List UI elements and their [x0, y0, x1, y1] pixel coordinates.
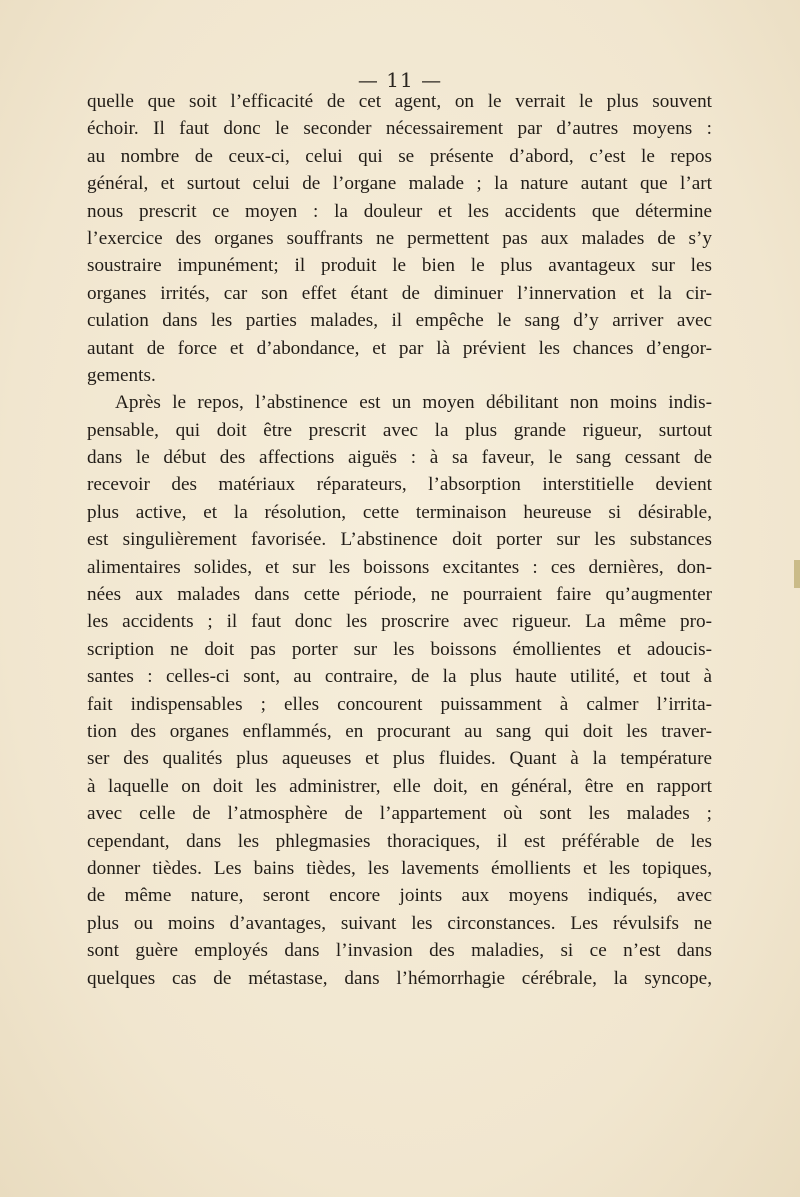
text-line: organes irrités, car son effet étant de diminuer l’innervation et la cir-: [87, 282, 712, 304]
text-line: plus ou moins d’avantages, suivant les circonstances. Les révulsifs ne: [87, 912, 712, 934]
text-line: échoir. Il faut donc le seconder nécessairement par d’autres moyens :: [87, 118, 712, 140]
text-line: avec celle de l’atmosphère de l’appartement où sont les malades ;: [87, 803, 712, 825]
text-line: autant de force et d’abondance, et par là prévient les chances d’engor-: [87, 337, 712, 359]
text-line: fait indispensables ; elles concourent puissamment à calmer l’irrita-: [87, 693, 712, 715]
text-line: est singulièrement favorisée. L’abstinence doit porter sur les substances: [87, 529, 712, 551]
text-line: sont guère employés dans l’invasion des maladies, si ce n’est dans: [87, 940, 712, 962]
text-line: de même nature, seront encore joints aux moyens indiqués, avec: [87, 885, 712, 907]
text-line: donner tièdes. Les bains tièdes, les lavements émollients et les topiques,: [87, 857, 712, 879]
text-line: quelques cas de métastase, dans l’hémorrhagie cérébrale, la syncope,: [87, 967, 712, 989]
text-line: culation dans les parties malades, il empêche le sang d’y arriver avec: [87, 310, 712, 332]
text-line: nées aux malades dans cette période, ne pourraient faire qu’augmenter: [87, 584, 712, 606]
text-line: l’exercice des organes souffrants ne permettent pas aux malades de s’y: [87, 227, 712, 249]
text-line: pensable, qui doit être prescrit avec la plus grande rigueur, surtout: [87, 419, 712, 441]
page-number: — 11 —: [357, 68, 443, 92]
text-line: soustraire impunément; il produit le bien le plus avantageux sur les: [87, 255, 712, 277]
text-line: alimentaires solides, et sur les boissons excitantes : ces dernières, don-: [87, 556, 712, 578]
text-line: plus active, et la résolution, cette terminaison heureuse si désirable,: [87, 501, 712, 523]
text-line: santes : celles-ci sont, au contraire, de la plus haute utilité, et tout à: [87, 666, 712, 688]
text-line: Après le repos, l’abstinence est un moyen débilitant non moins indis-: [115, 392, 712, 414]
text-line: tion des organes enflammés, en procurant au sang qui doit les traver-: [87, 720, 712, 742]
text-line: nous prescrit ce moyen : la douleur et les accidents que détermine: [87, 200, 712, 222]
text-line: au nombre de ceux-ci, celui qui se présente d’abord, c’est le repos: [87, 145, 712, 167]
text-line: gements.: [87, 364, 156, 386]
text-line: à laquelle on doit les administrer, elle doit, en général, être en rapport: [87, 775, 712, 797]
text-line: ser des qualités plus aqueuses et plus fluides. Quant à la température: [87, 748, 712, 770]
text-line: recevoir des matériaux réparateurs, l’absorption interstitielle devient: [87, 474, 712, 496]
text-line: cependant, dans les phlegmasies thoraciques, il est préférable de les: [87, 830, 712, 852]
page-edge-stain: [794, 560, 800, 588]
text-line: les accidents ; il faut donc les proscrire avec rigueur. La même pro-: [87, 611, 712, 633]
body-text: [87, 88, 712, 992]
text-line: quelle que soit l’efficacité de cet agent, on le verrait le plus souvent: [87, 91, 712, 112]
text-line: général, et surtout celui de l’organe malade ; la nature autant que l’art: [87, 173, 712, 195]
text-line: scription ne doit pas porter sur les boissons émollientes et adoucis-: [87, 638, 712, 660]
text-line: dans le début des affections aiguës : à sa faveur, le sang cessant de: [87, 447, 712, 469]
